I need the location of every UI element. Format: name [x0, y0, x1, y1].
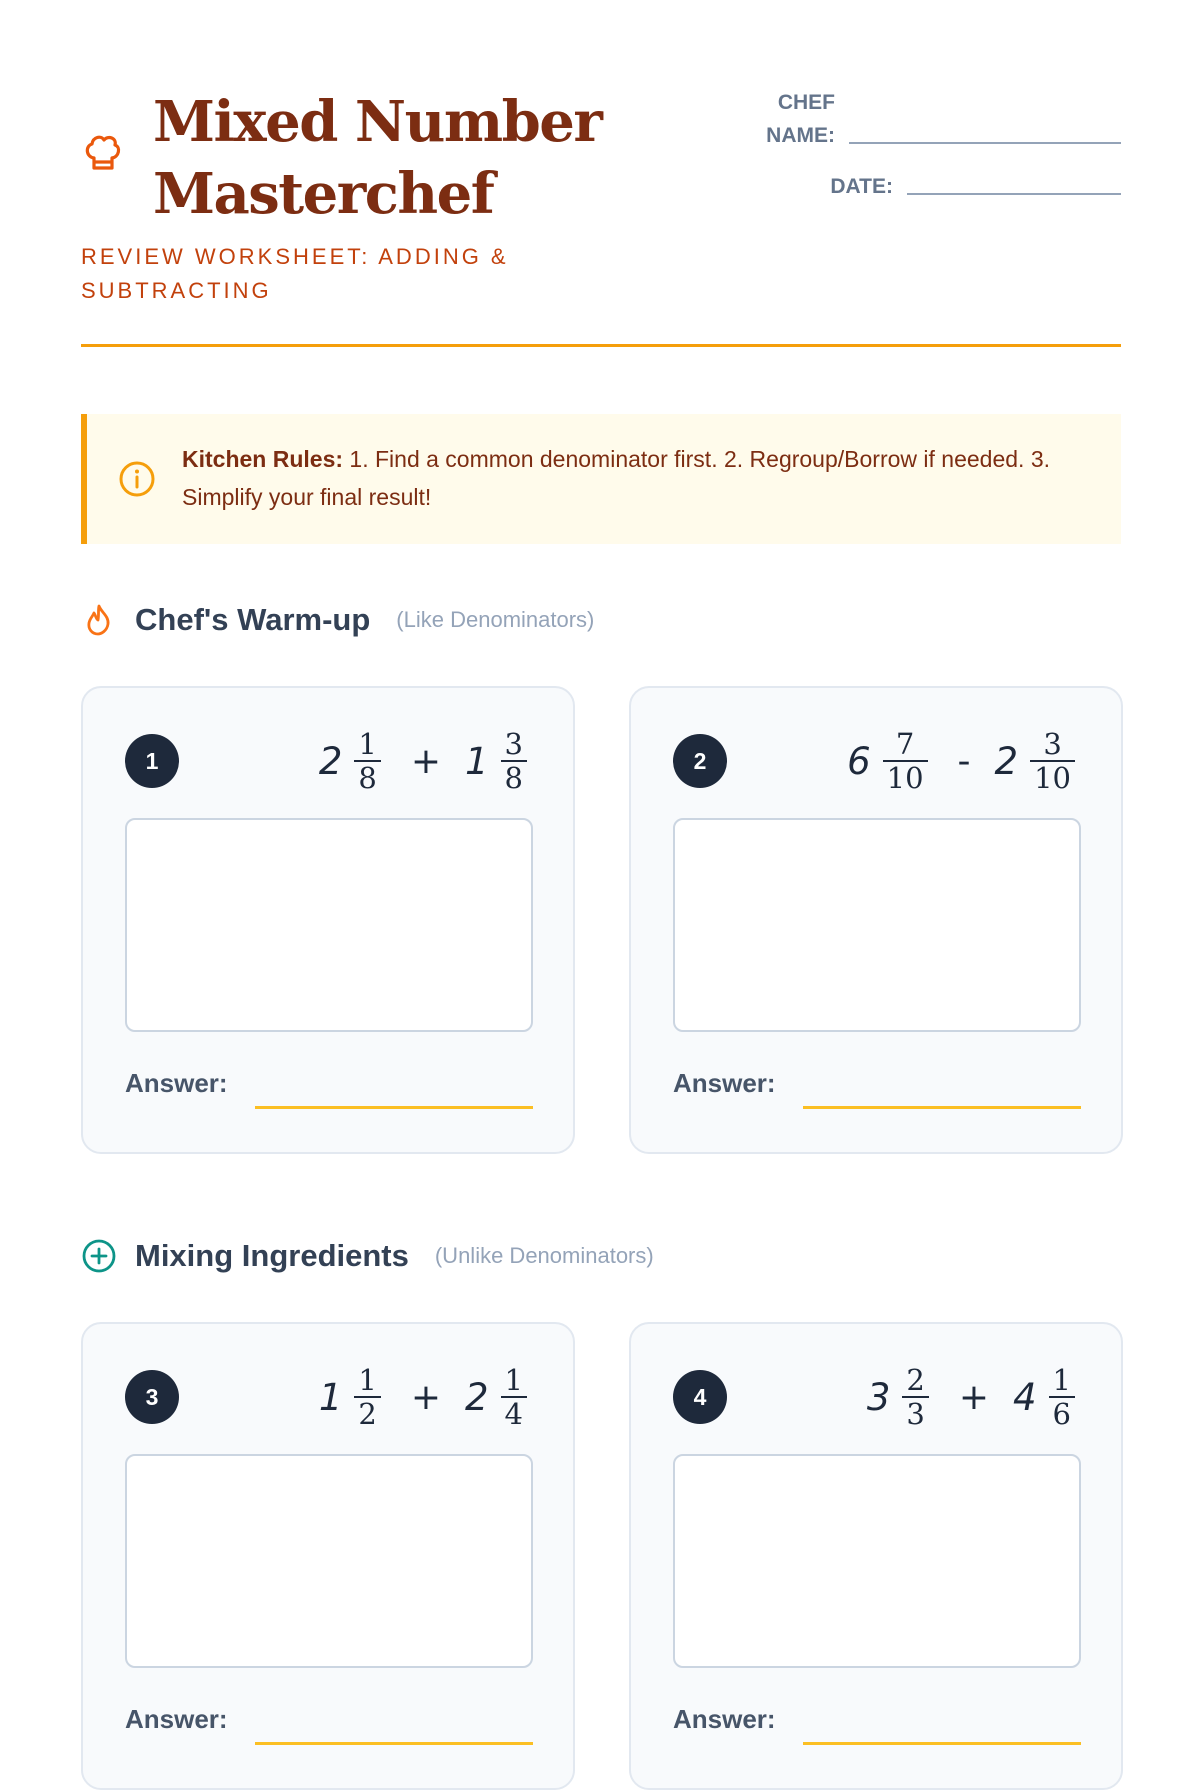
fraction — [501, 1364, 527, 1430]
chef-name-label: CHEF NAME: — [766, 91, 835, 147]
work-area[interactable] — [125, 818, 533, 1032]
problem-number-badge: 2 — [673, 734, 727, 788]
operator: + — [410, 740, 441, 782]
numerator: 1 — [504, 1363, 523, 1397]
whole-number: 1 — [318, 1375, 343, 1419]
denominator: 8 — [504, 761, 523, 795]
chef-hat-icon — [81, 132, 125, 176]
info-icon — [117, 459, 157, 499]
fraction — [501, 728, 527, 794]
section-title: Chef's Warm-up — [135, 602, 371, 637]
problem-card — [629, 1322, 1123, 1790]
kitchen-rules-callout — [81, 414, 1121, 544]
operator: - — [957, 740, 971, 782]
problem-expression — [319, 1362, 531, 1432]
denominator: 8 — [358, 761, 377, 795]
fraction — [883, 728, 928, 794]
work-area[interactable] — [673, 1454, 1081, 1668]
operator: + — [410, 1376, 441, 1418]
operator: + — [958, 1376, 989, 1418]
whole-number: 6 — [847, 739, 871, 783]
denominator: 10 — [1034, 761, 1071, 795]
answer-field[interactable] — [803, 1742, 1081, 1745]
denominator: 3 — [906, 1397, 925, 1431]
denominator: 2 — [358, 1397, 377, 1431]
numerator: 7 — [895, 727, 915, 761]
page-subtitle: REVIEW WORKSHEET: ADDING & SUBTRACTING — [81, 244, 509, 303]
whole-number: 4 — [1013, 1375, 1037, 1419]
whole-number: 2 — [465, 1375, 489, 1419]
whole-number: 1 — [465, 739, 489, 783]
answer-field[interactable] — [803, 1106, 1081, 1109]
problem-number-badge: 1 — [125, 734, 179, 788]
denominator: 10 — [886, 761, 924, 795]
answer-label: Answer: — [125, 1068, 228, 1098]
fraction — [902, 1364, 928, 1430]
flame-icon — [81, 602, 117, 638]
whole-number: 2 — [318, 739, 343, 783]
fraction — [1049, 1364, 1075, 1430]
denominator: 6 — [1052, 1397, 1071, 1431]
chef-name-field[interactable] — [849, 142, 1121, 144]
plus-circle-icon — [81, 1238, 117, 1274]
problem-card — [81, 1322, 575, 1790]
problem-card — [629, 686, 1123, 1154]
work-area[interactable] — [673, 818, 1081, 1032]
rules-label: Kitchen Rules: — [182, 446, 344, 472]
numerator: 2 — [906, 1363, 925, 1397]
numerator: 3 — [504, 727, 523, 761]
section-warm-up — [81, 602, 594, 638]
problem-expression — [867, 1362, 1079, 1432]
numerator: 1 — [358, 1363, 377, 1397]
rules-body: 1. Find a common denominator first. 2. Regroup/Borrow if needed. 3. Simplify your final result! — [182, 446, 1051, 510]
answer-label: Answer: — [673, 1704, 776, 1734]
problem-number-badge: 3 — [125, 1370, 179, 1424]
answer-label: Answer: — [673, 1068, 776, 1098]
date-field[interactable] — [907, 193, 1121, 195]
numerator: 1 — [1052, 1363, 1071, 1397]
fraction — [354, 728, 380, 794]
problem-expression — [847, 726, 1079, 796]
work-area[interactable] — [125, 1454, 533, 1668]
whole-number: 2 — [994, 739, 1019, 783]
fraction — [1030, 728, 1075, 794]
problem-expression — [319, 726, 531, 796]
section-note: (Unlike Denominators) — [434, 1243, 654, 1268]
answer-field[interactable] — [255, 1742, 533, 1745]
problem-number-badge: 4 — [673, 1370, 727, 1424]
numerator: 3 — [1043, 727, 1062, 761]
worksheet-header — [81, 86, 1121, 306]
answer-field[interactable] — [255, 1106, 533, 1109]
chef-name-row — [725, 86, 1121, 152]
problem-card — [81, 686, 575, 1154]
header-divider — [81, 344, 1121, 347]
answer-label: Answer: — [125, 1704, 228, 1734]
rules-text — [182, 440, 1102, 516]
numerator: 1 — [358, 727, 377, 761]
whole-number: 3 — [866, 1375, 891, 1419]
fraction — [354, 1364, 380, 1430]
section-mixing-ingredients — [81, 1238, 654, 1274]
date-label: DATE: — [830, 175, 893, 198]
section-note: (Like Denominators) — [396, 607, 595, 632]
date-row — [830, 170, 1121, 203]
student-meta — [741, 86, 1121, 216]
section-title: Mixing Ingredients — [135, 1238, 409, 1273]
denominator: 4 — [504, 1397, 523, 1431]
page-title: Mixed Number Masterchef — [153, 89, 602, 227]
